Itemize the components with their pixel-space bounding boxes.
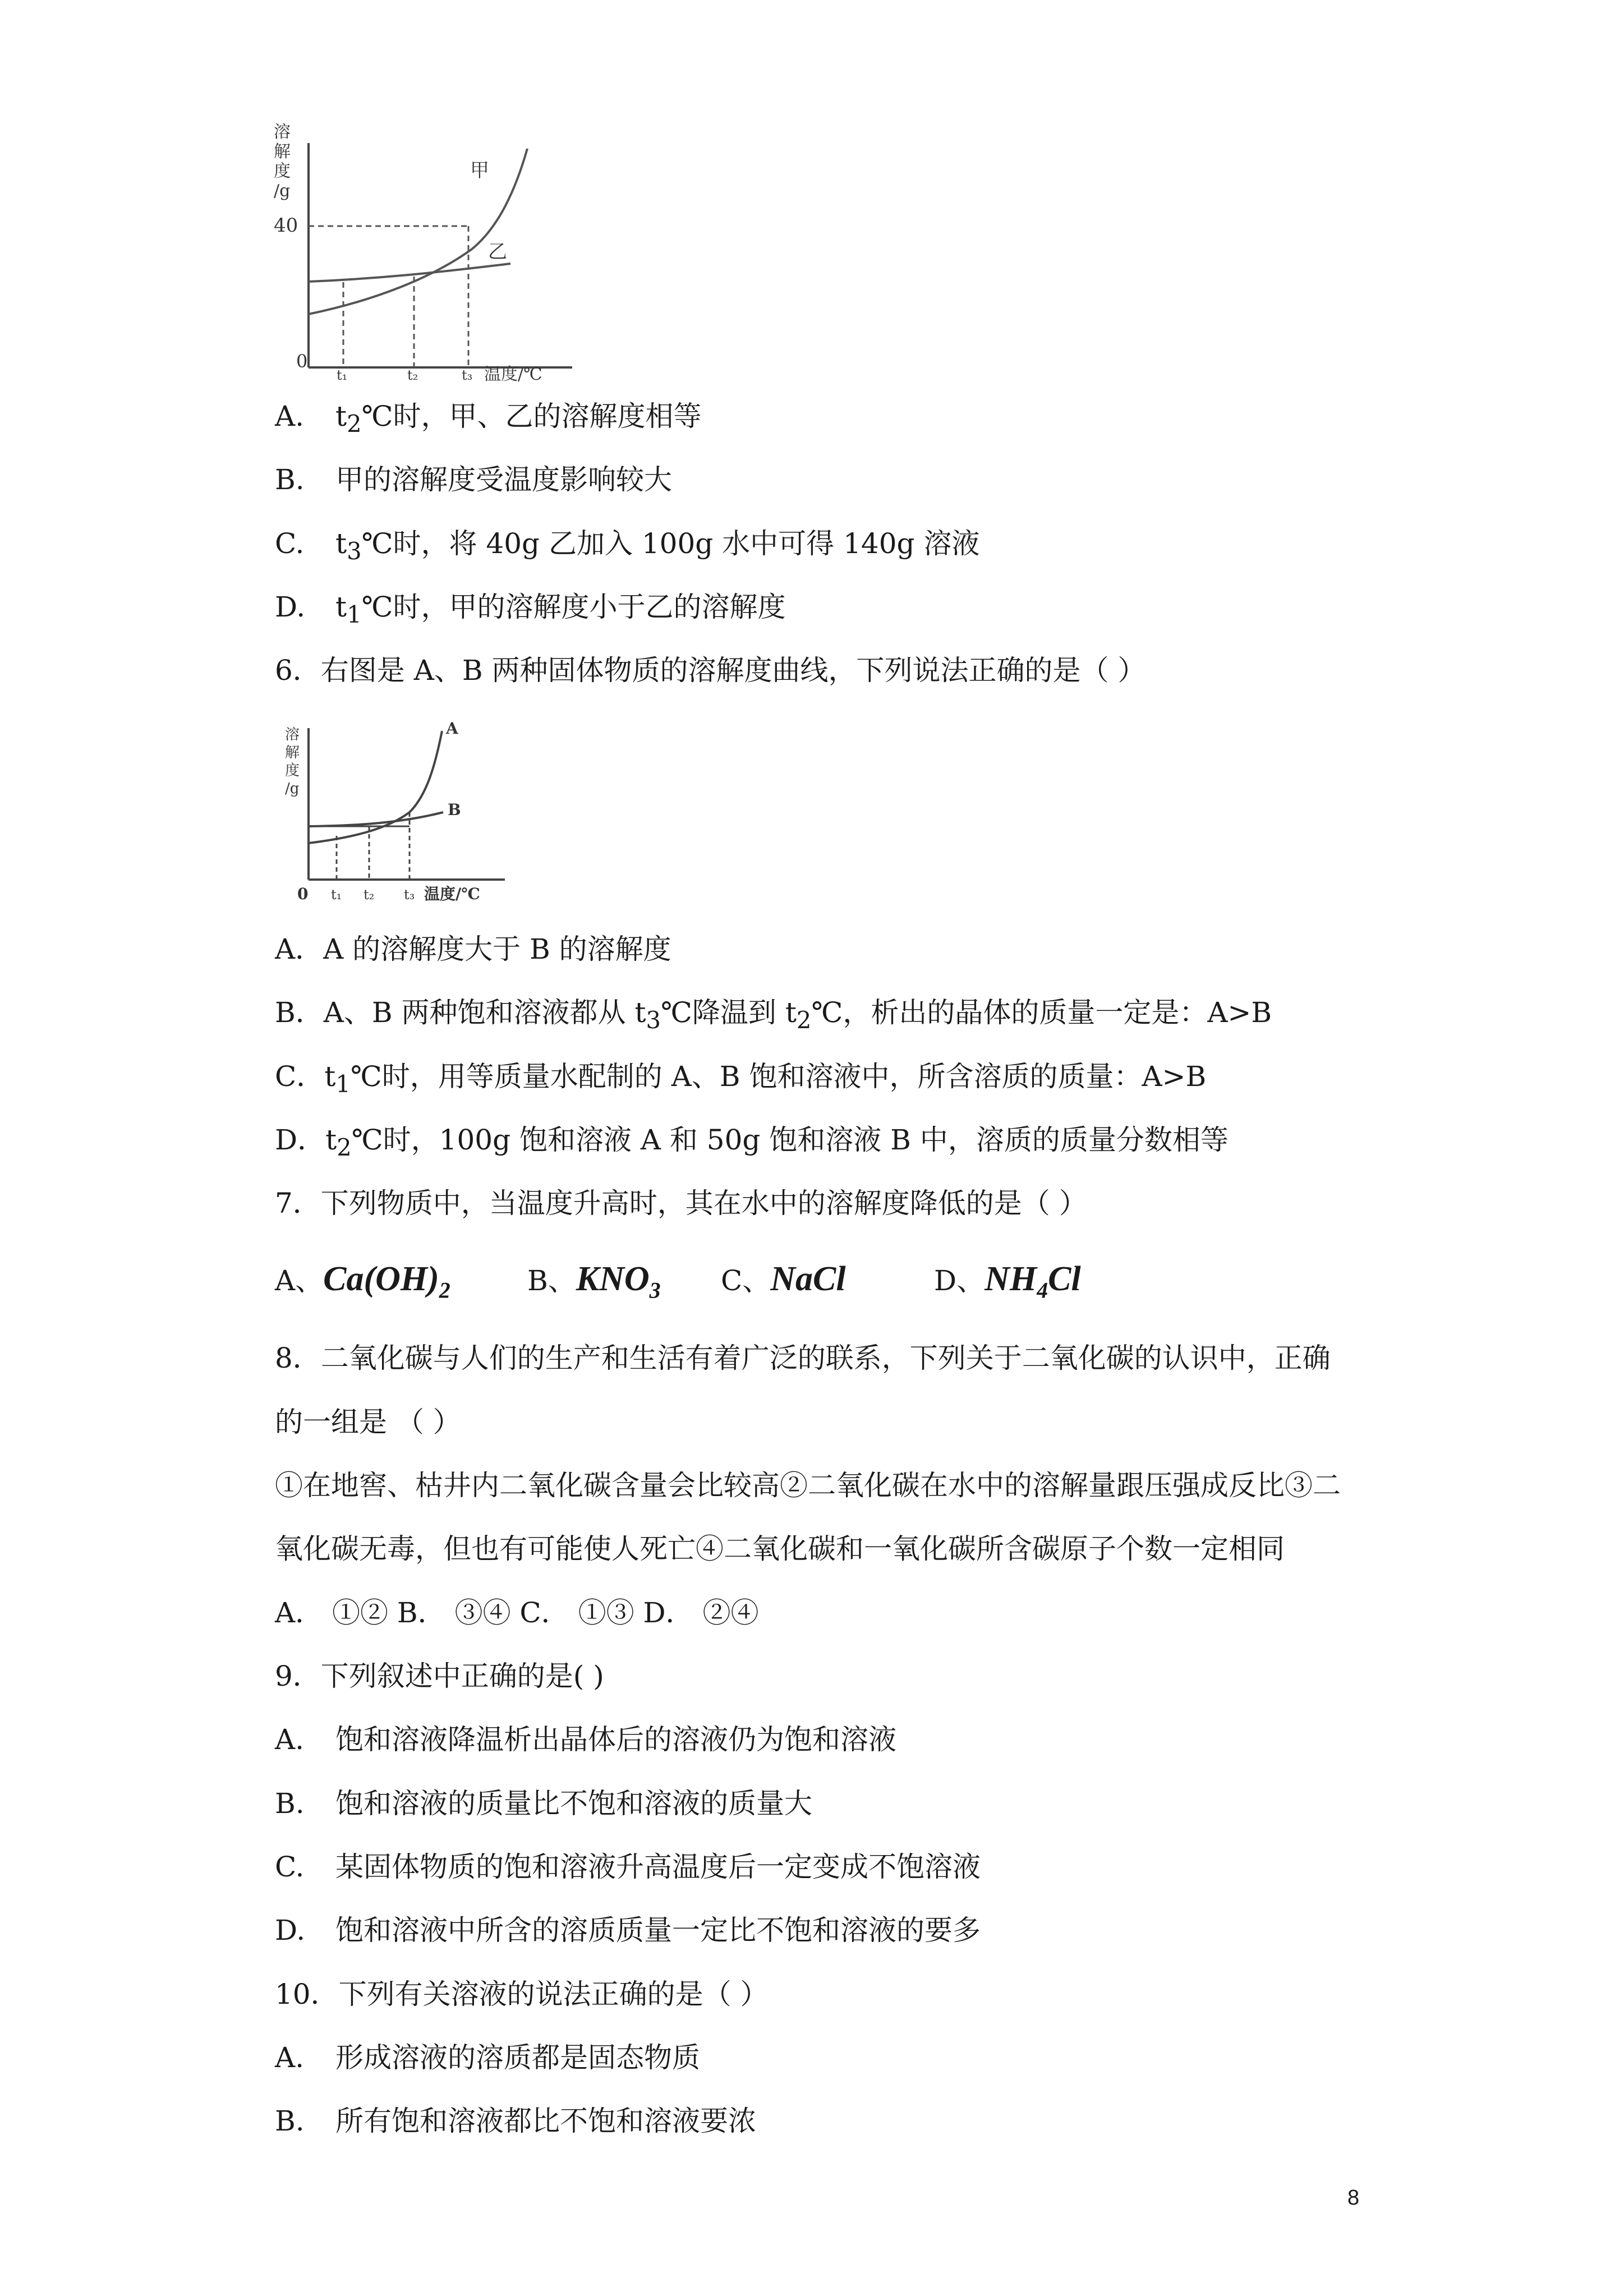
q7-option-a: A、$Ca(OH)_2$ [275, 1260, 450, 1303]
x-tick-2-t1: t₁ [331, 887, 342, 903]
y-tick-40: 40 [274, 214, 298, 237]
y-axis-label-1: 溶 [274, 122, 291, 142]
q8-stem-line2: 的一组是 （ ） [275, 1406, 461, 1438]
q7-option-b: B、$KNO_3$ [527, 1260, 661, 1303]
q6-option-d: D．$t_2℃$时，100g 饱和溶液 A 和 50g 饱和溶液 B 中，溶质的质量分数相等 [275, 1124, 1229, 1161]
q9-stem: 9．下列叙述中正确的是( ) [275, 1660, 604, 1692]
q10-option-b: B. 所有饱和溶液都比不饱和溶液要浓 [275, 2105, 756, 2137]
curve-label-jia: 甲 [470, 159, 489, 182]
curve-label-a: A [446, 719, 458, 738]
origin-label-2: 0 [297, 885, 309, 903]
solubility-graph-1 [264, 121, 578, 384]
curve-label-yi: 乙 [488, 241, 507, 263]
q6-stem: 6．右图是 A、B 两种固体物质的溶解度曲线，下列说法正确的是（ ） [275, 654, 1146, 687]
q6-option-a: A．A 的溶解度大于 B 的溶解度 [275, 933, 671, 965]
x-tick-t2: t₂ [407, 367, 418, 383]
q8-body-line2: 氧化碳无毒，但也有可能使人死亡④二氧化碳和一氧化碳所含碳原子个数一定相同 [275, 1533, 1285, 1565]
q7-options [275, 1257, 1081, 1313]
q7-option-d: D、$NH_4Cl$ [934, 1260, 1081, 1303]
x-axis-label-2: 温度/℃ [424, 885, 480, 903]
q9-option-c: C. 某固体物质的饱和溶液升高温度后一定变成不饱溶液 [275, 1851, 981, 1883]
svg-text:解: 解 [274, 142, 291, 162]
q9-option-b: B. 饱和溶液的质量比不饱和溶液的质量大 [275, 1787, 812, 1820]
q5-option-d: D. $t_1℃$时，甲的溶解度小于乙的溶解度 [275, 591, 786, 628]
x-tick-2-t2: t₂ [364, 887, 375, 903]
q10-stem: 10．下列有关溶液的说法正确的是（ ） [275, 1978, 769, 2010]
svg-text:解: 解 [285, 744, 300, 761]
q6-option-c: C．$t_1℃$时，用等质量水配制的 A、B 饱和溶液中，所含溶质的质量：A>B [275, 1060, 1207, 1098]
q9-option-d: D. 饱和溶液中所含的溶质质量一定比不饱和溶液的要多 [275, 1914, 981, 1947]
x-tick-t1: t₁ [337, 367, 348, 383]
q5-option-c: C. $t_3℃$时，将 40g 乙加入 100g 水中可得 140g 溶液 [275, 527, 980, 565]
q5-option-b: B. 甲的溶解度受温度影响较大 [275, 463, 672, 496]
q6-option-b: B．A、B 两种饱和溶液都从 $t_3℃$降温到 $t_2℃$，析出的晶体的质量一定是：A>B [275, 996, 1272, 1034]
y-axis-label-2: 溶 [285, 726, 300, 743]
q5-option-a: A. $t_2℃$时，甲、乙的溶解度相等 [275, 400, 702, 438]
svg-text:/g: /g [274, 181, 291, 201]
x-axis-label-1: 温度/℃ [484, 365, 542, 384]
solubility-graph-2 [275, 717, 510, 908]
curve-label-b: B [448, 800, 461, 819]
q7-stem: 7．下列物质中，当温度升高时，其在水中的溶解度降低的是（ ） [275, 1187, 1087, 1220]
svg-text:/g: /g [285, 780, 300, 797]
q10-option-a: A. 形成溶液的溶质都是固态物质 [275, 2041, 700, 2074]
q7-option-c: C、NaCl [721, 1260, 846, 1298]
q8-body-line1: ①在地窖、枯井内二氧化碳含量会比较高②二氧化碳在水中的溶解量跟压强成反比③二 [275, 1469, 1341, 1502]
page-number: 8 [1347, 2186, 1360, 2210]
q8-stem-line1: 8．二氧化碳与人们的生产和生活有着广泛的联系，下列关于二氧化碳的认识中，正确 [275, 1342, 1331, 1374]
q8-options: A． ①② B． ③④ C． ①③ D． ②④ [275, 1596, 759, 1629]
svg-text:度: 度 [274, 162, 291, 181]
origin-label-1: 0 [296, 351, 308, 372]
x-tick-2-t3: t₃ [404, 887, 415, 903]
svg-text:度: 度 [285, 762, 300, 779]
x-tick-t3: t₃ [462, 367, 473, 383]
q9-option-a: A. 饱和溶液降温析出晶体后的溶液仍为饱和溶液 [275, 1723, 896, 1756]
